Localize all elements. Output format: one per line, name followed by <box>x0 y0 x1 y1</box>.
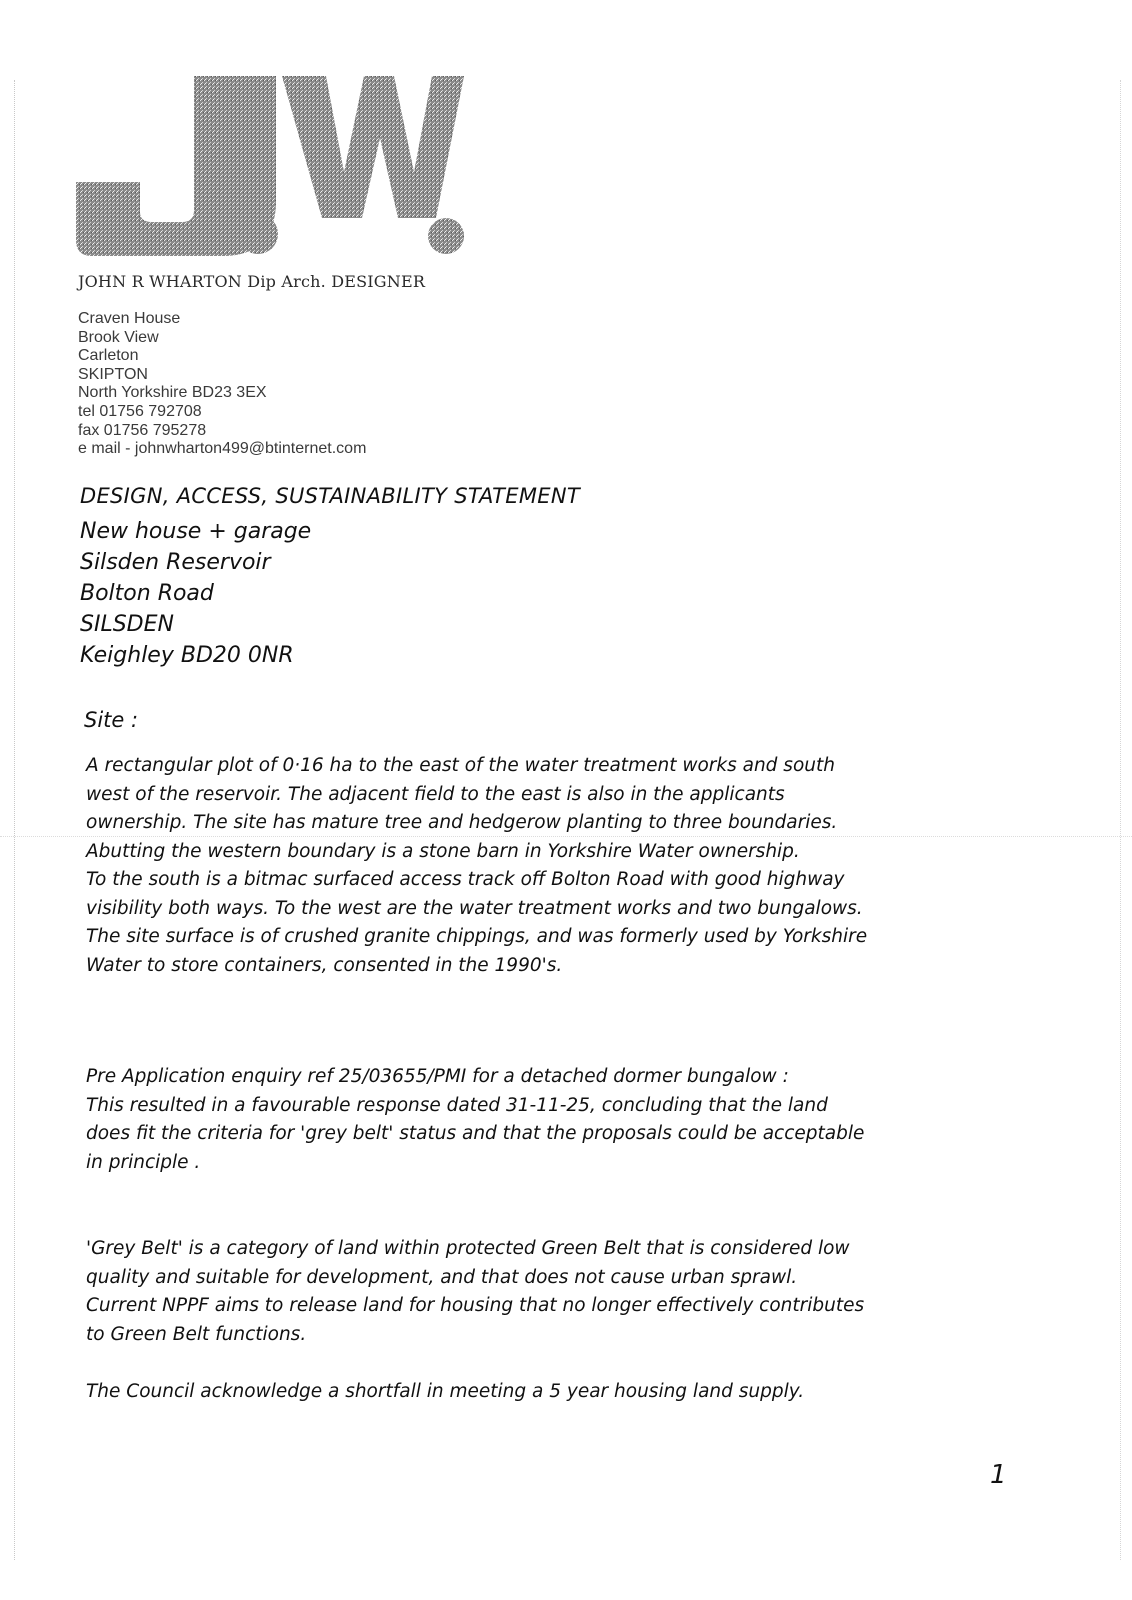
project-line: Silsden Reservoir <box>80 550 271 575</box>
paragraph-line: west of the reservoir. The adjacent field to the east is also in the applicants <box>86 783 785 805</box>
paragraph-line: The Council acknowledge a shortfall in meeting a 5 year housing land supply. <box>86 1381 805 1402</box>
page-number: 1 <box>990 1460 1007 1490</box>
housing-supply-paragraph <box>86 1378 1026 1407</box>
address-line: SKIPTON <box>78 365 148 383</box>
statement-title: DESIGN, ACCESS, SUSTAINABILITY STATEMENT <box>80 484 580 508</box>
paragraph-line: Abutting the western boundary is a stone barn in Yorkshire Water ownership. <box>86 840 800 862</box>
project-line: Keighley BD20 0NR <box>80 643 294 668</box>
site-heading: Site : <box>84 708 139 732</box>
scan-margin-left <box>14 80 16 1560</box>
project-address <box>80 516 311 671</box>
scan-margin-right <box>1120 80 1122 1560</box>
paragraph-line: Current NPPF aims to release land for housing that no longer effectively contributes <box>86 1295 865 1316</box>
project-line: New house + garage <box>80 519 312 544</box>
paragraph-line: To the south is a bitmac surfaced access track off Bolton Road with good highway <box>86 869 845 890</box>
paragraph-line: visibility both ways. To the west are the water treatment works and two bungalows. <box>86 897 863 919</box>
paragraph-line: does fit the criteria for 'grey belt' status and that the proposals could be acceptable <box>86 1123 865 1144</box>
address-line: Brook View <box>78 328 159 346</box>
address-block <box>78 310 366 459</box>
pre-application-paragraph <box>86 1063 1026 1177</box>
paragraph-line: quality and suitable for development, and that does not cause urban sprawl. <box>86 1266 798 1288</box>
paragraph-line: A rectangular plot of 0·16 ha to the east of the water treatment works and south <box>86 755 835 776</box>
paragraph-line: Water to store containers, consented in the 1990's. <box>86 954 563 976</box>
address-line: North Yorkshire BD23 3EX <box>78 384 267 402</box>
paragraph-line: This resulted in a favourable response dated 31-11-25, concluding that the land <box>86 1094 828 1116</box>
project-line: SILSDEN <box>80 612 174 637</box>
paragraph-line: Pre Application enquiry ref 25/03655/PMI for a detached dormer bungalow : <box>86 1066 789 1087</box>
project-line: Bolton Road <box>80 581 214 606</box>
grey-belt-paragraph <box>86 1235 1026 1349</box>
address-line: Craven House <box>78 310 181 327</box>
designer-name: JOHN R WHARTON Dip Arch. DESIGNER <box>78 272 426 291</box>
site-description-paragraph <box>86 752 1026 980</box>
jw-monogram-logo-icon <box>76 72 466 258</box>
paragraph-line: 'Grey Belt' is a category of land within protected Green Belt that is considered low <box>86 1238 850 1259</box>
paragraph-line: in principle . <box>86 1151 201 1173</box>
paragraph-line: to Green Belt functions. <box>86 1323 307 1345</box>
email: e mail - johnwharton499@btinternet.com <box>78 440 367 458</box>
address-line: Carleton <box>78 347 139 365</box>
paragraph-line: ownership. The site has mature tree and hedgerow planting to three boundaries. <box>86 812 838 833</box>
fax: fax 01756 795278 <box>78 421 207 439</box>
telephone: tel 01756 792708 <box>78 402 202 420</box>
paragraph-line: The site surface is of crushed granite chippings, and was formerly used by Yorkshire <box>86 926 868 947</box>
